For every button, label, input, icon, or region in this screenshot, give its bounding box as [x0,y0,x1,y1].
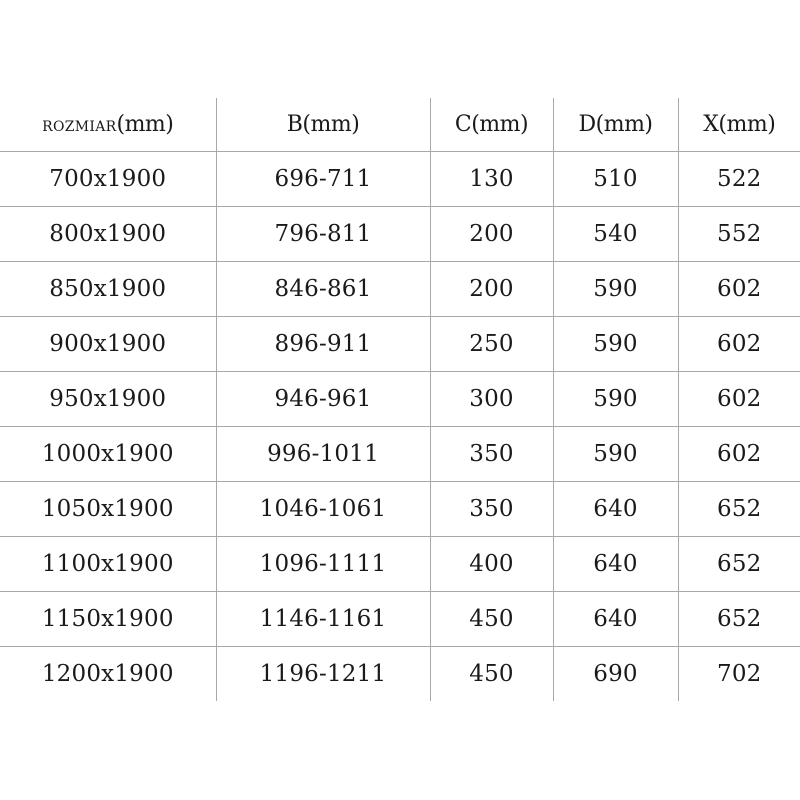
header-row [0,98,800,151]
table-row [0,426,800,481]
cell-rozmiar: 1200x1900 [41,660,174,687]
table-body [0,151,800,701]
cell-d: 640 [553,591,678,646]
header-x-unit: (mm) [718,111,776,137]
header-x-prefix: X [703,111,719,137]
cell-b: 946-961 [216,371,430,426]
header-b-unit: (mm) [302,111,360,137]
cell-c: 200 [430,206,553,261]
table-row [0,646,800,701]
cell-x: 602 [678,316,800,371]
cell-rozmiar: 950x1900 [0,371,216,426]
cell-rozmiar: 900x1900 [0,316,216,371]
cell-d: 590 [553,426,678,481]
table-row [0,151,800,206]
cell-x: 602 [678,371,800,426]
cell-x: 652 [678,591,800,646]
header-b-prefix: B [286,111,303,137]
cell-c: 200 [430,261,553,316]
header-d-unit: (mm) [595,111,653,137]
cell-c: 400 [430,536,553,591]
table-row [0,591,800,646]
cell-c: 450 [430,646,553,701]
cell-d: 690 [553,646,678,701]
table-row [0,481,800,536]
cell-b: 796-811 [216,206,430,261]
table-row [0,536,800,591]
cell-c: 350 [430,426,553,481]
cell-d: 640 [553,481,678,536]
cell-x: 602 [678,261,800,316]
cell-c: 300 [430,371,553,426]
cell-rozmiar: 700x1900 [0,151,216,206]
cell-c: 450 [430,591,553,646]
cell-c: 130 [430,151,553,206]
cell-b: 996-1011 [216,426,430,481]
table-row [0,316,800,371]
table-row [0,206,800,261]
cell-b: 1046-1061 [216,481,430,536]
cell-d: 590 [553,316,678,371]
cell-b: 896-911 [216,316,430,371]
header-x [678,98,800,151]
header-c [430,98,553,151]
dimension-table [0,98,800,701]
table-row [0,371,800,426]
header-d-prefix: D [578,111,596,137]
cell-d: 540 [553,206,678,261]
header-c-unit: (mm) [471,111,529,137]
cell-d: 590 [553,261,678,316]
cell-b: 1096-1111 [216,536,430,591]
cell-d: 510 [553,151,678,206]
cell-rozmiar: 1000x1900 [0,426,216,481]
cell-rozmiar: 850x1900 [0,261,216,316]
cell-x: 652 [678,481,800,536]
cell-x: 652 [678,536,800,591]
table-row [0,261,800,316]
cell-b: 1146-1161 [216,591,430,646]
cell-rozmiar: 800x1900 [0,206,216,261]
cell-b: 1196-1211 [216,646,430,701]
cell-x: 552 [678,206,800,261]
table-header [0,98,800,151]
cell-b: 696-711 [216,151,430,206]
cell-d: 590 [553,371,678,426]
header-rozmiar-prefix: ROZMIAR [42,118,117,135]
header-c-prefix: C [454,111,472,137]
cell-c: 250 [430,316,553,371]
cell-rozmiar: 1100x1900 [0,536,216,591]
cell-rozmiar: 1150x1900 [0,591,216,646]
cell-c: 350 [430,481,553,536]
header-rozmiar-unit: (mm) [116,111,174,137]
header-rozmiar [0,98,216,151]
cell-x: 602 [678,426,800,481]
header-b [216,98,430,151]
cell-x: 702 [678,646,800,701]
cell-d: 640 [553,536,678,591]
cell-x: 522 [678,151,800,206]
cell-rozmiar: 1050x1900 [0,481,216,536]
cell-b: 846-861 [216,261,430,316]
header-d [553,98,678,151]
